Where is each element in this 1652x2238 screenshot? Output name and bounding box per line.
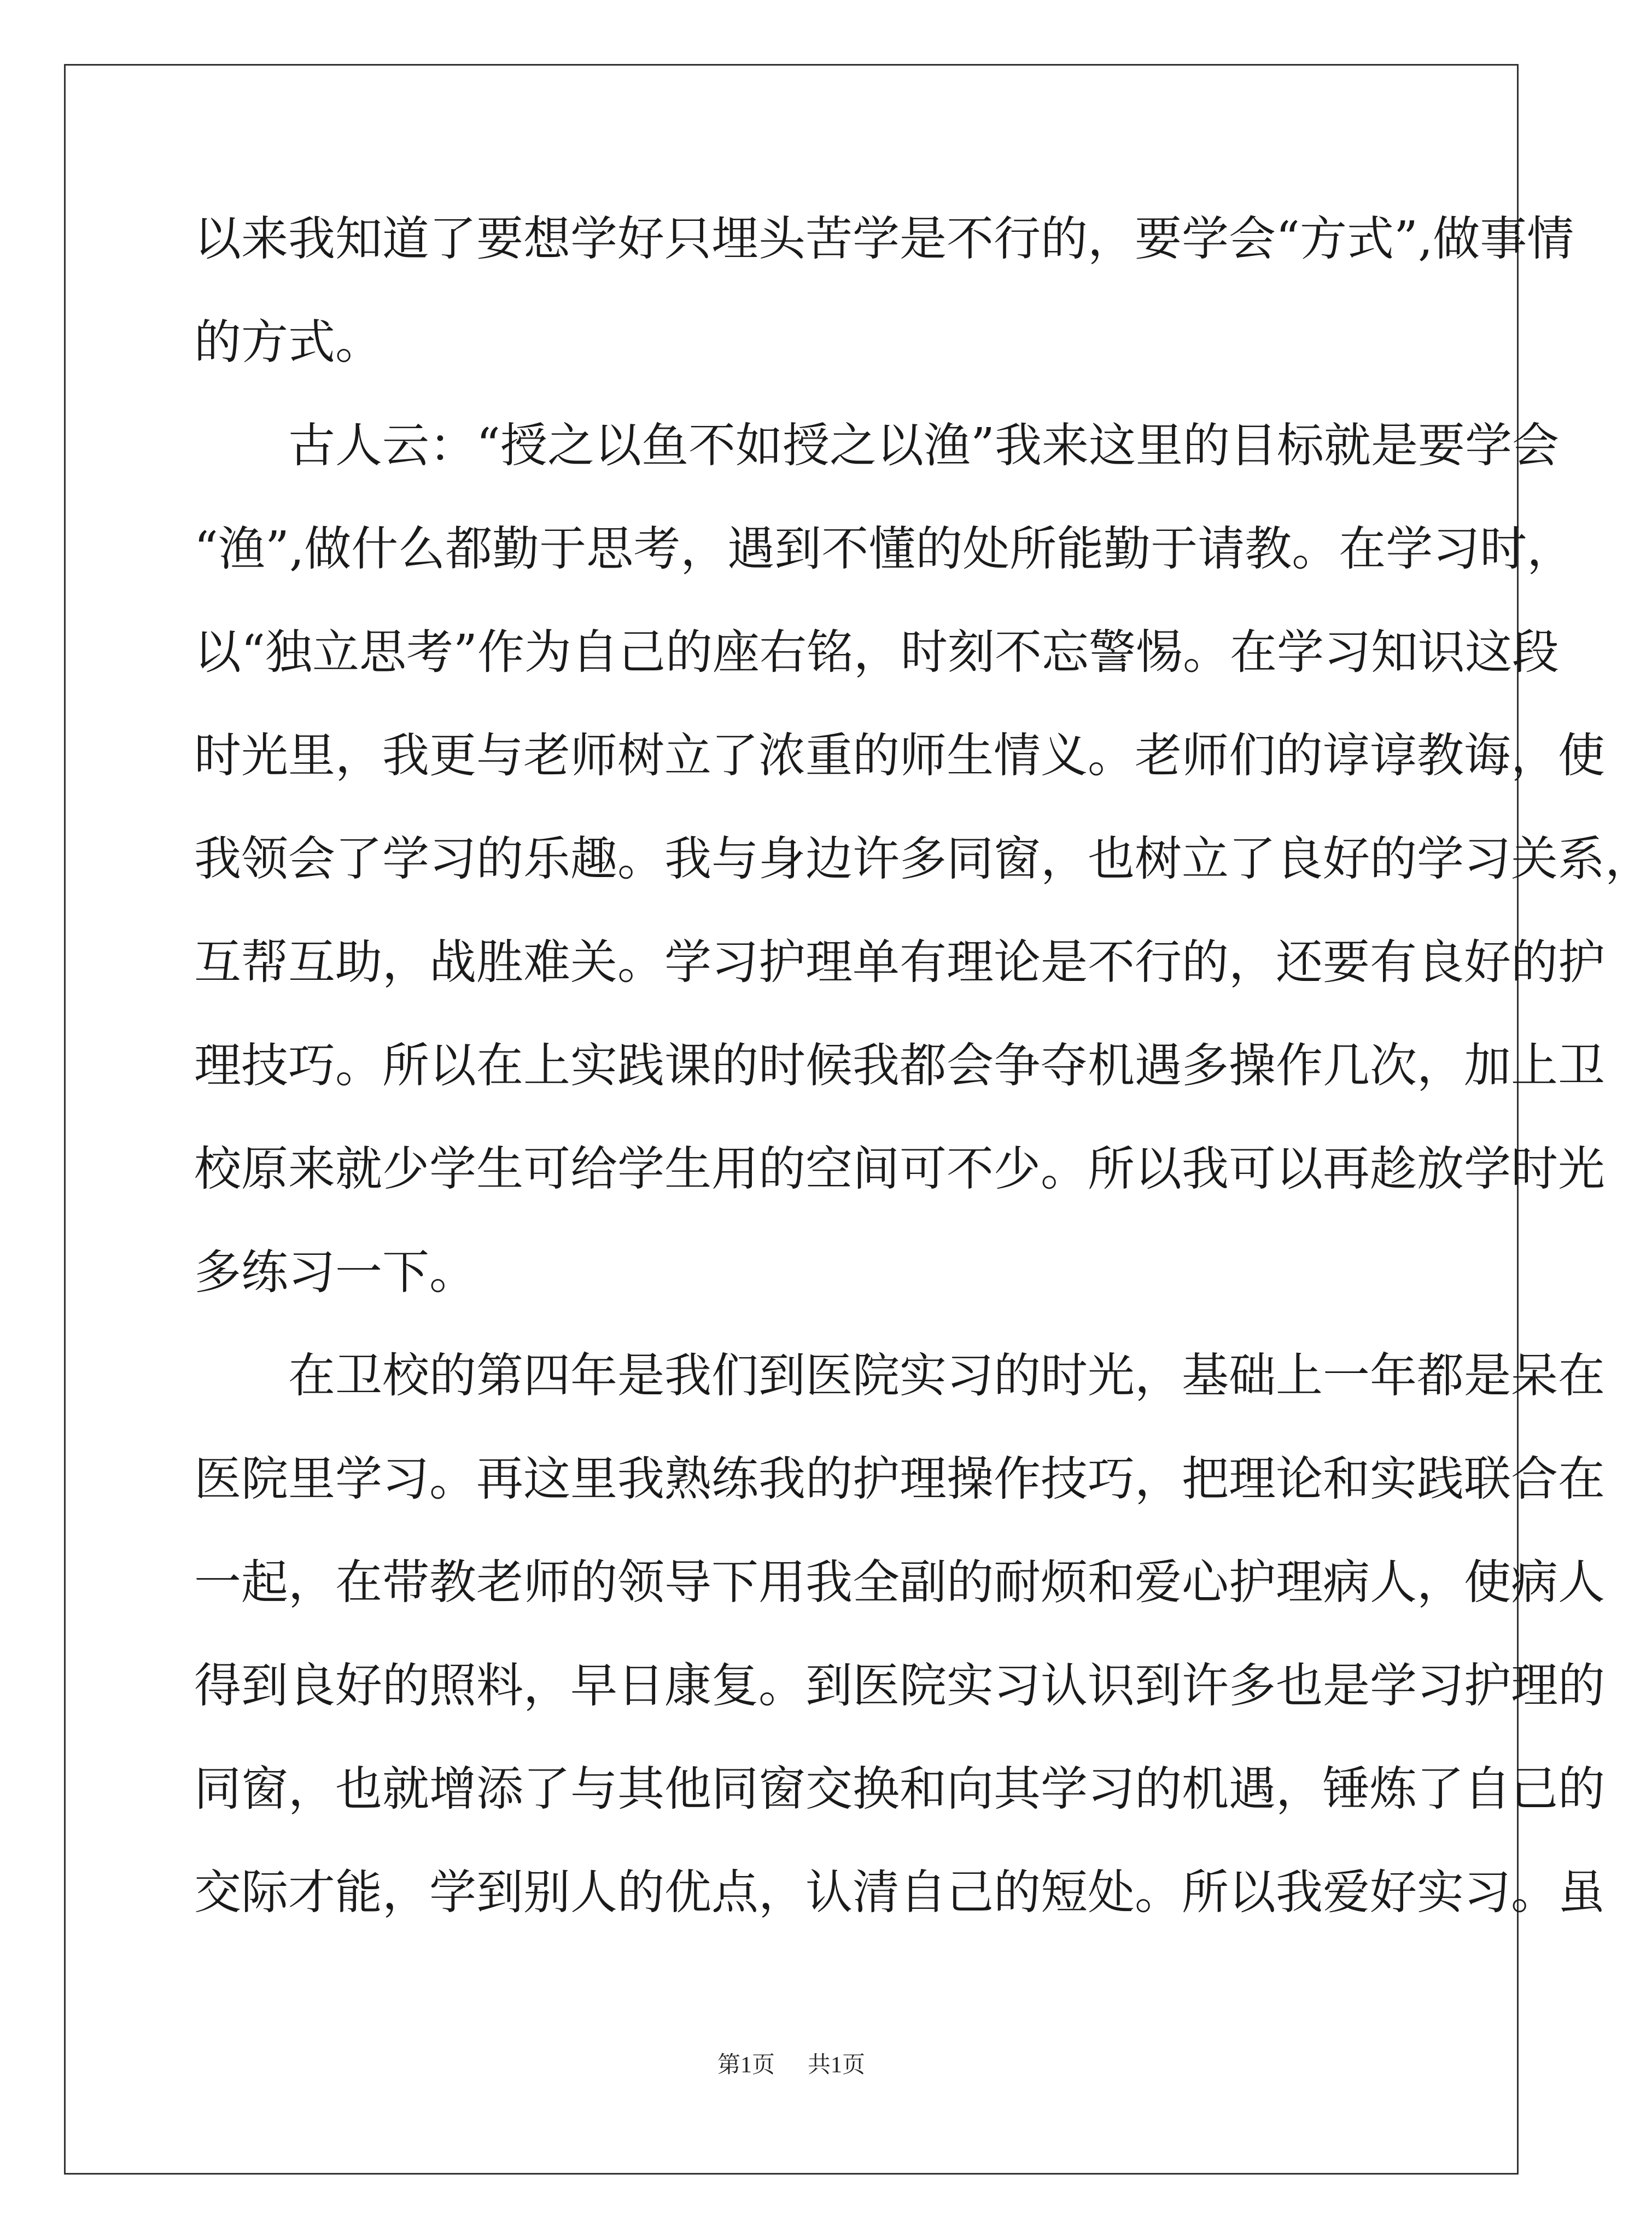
- text-line: 互 帮 互 助 ， 战 胜 难 关 。 学 习 护 理 单 有 理 论 是 不 行 的 ， 还 要 有 良 好 的 护: [194, 935, 1605, 990]
- text-line: 我 领 会 了 学 习 的 乐 趣 。 我 与 身 边 许 多 同 窗 ， 也 树 立 了 良 好 的 学 习 关 系 ，: [194, 832, 1652, 886]
- text-line: 交 际 才 能 ， 学 到 别 人 的 优 点 ， 认 清 自 己 的 短 处 。 所 以 我 爱 好 实 习 。 虽: [194, 1865, 1605, 1920]
- text-line: 在 卫 校 的 第 四 年 是 我 们 到 医 院 实 习 的 时 光 ， 基 础 上 一 年 都 是 呆 在: [288, 1348, 1605, 1403]
- text-line: “ 渔 ” , 做 什 么 都 勤 于 思 考 ， 遇 到 不 懂 的 处 所 能 勤 于 请 教 。 在 学 习 时 ，: [194, 522, 1574, 576]
- text-line: 古 人 云 ： “ 授 之 以 鱼 不 如 授 之 以 渔 ” 我 来 这 里 的 目 标 就 是 要 学 会: [288, 418, 1559, 473]
- page-number: 第1页: [717, 2053, 775, 2078]
- text-line: 校 原 来 就 少 学 生 可 给 学 生 用 的 空 间 可 不 少 。 所 以 我 可 以 再 趁 放 学 时 光: [194, 1142, 1605, 1196]
- page-footer: [0, 2052, 1583, 2079]
- text-line: 医 院 里 学 习 。 再 这 里 我 熟 练 我 的 护 理 操 作 技 巧 ， 把 理 论 和 实 践 联 合 在: [194, 1452, 1605, 1506]
- text-line: 多练习一下。: [194, 1245, 476, 1300]
- text-line: 时 光 里 ， 我 更 与 老 师 树 立 了 浓 重 的 师 生 情 义 。 老 师 们 的 谆 谆 教 诲 ， 使: [194, 728, 1605, 783]
- text-line: 以 来 我 知 道 了 要 想 学 好 只 埋 头 苦 学 是 不 行 的 ， 要 学 会 “ 方 式 ” , 做 事 情: [194, 212, 1574, 266]
- text-line: 一 起 ， 在 带 教 老 师 的 领 导 下 用 我 全 副 的 耐 烦 和 爱 心 护 理 病 人 ， 使 病 人: [194, 1555, 1605, 1610]
- text-line: 的方式。: [194, 315, 382, 370]
- text-line: 理 技 巧 。 所 以 在 上 实 践 课 的 时 候 我 都 会 争 夺 机 遇 多 操 作 几 次 ， 加 上 卫: [194, 1038, 1605, 1093]
- text-line: 得 到 良 好 的 照 料 ， 早 日 康 复 。 到 医 院 实 习 认 识 到 许 多 也 是 学 习 护 理 的: [194, 1658, 1605, 1713]
- page-total: 共1页: [808, 2053, 866, 2078]
- text-line: 同 窗 ， 也 就 增 添 了 与 其 他 同 窗 交 换 和 向 其 学 习 的 机 遇 ， 锤 炼 了 自 己 的: [194, 1762, 1605, 1816]
- text-line: 以 “ 独 立 思 考 ” 作 为 自 己 的 座 右 铭 ， 时 刻 不 忘 警 惕 。 在 学 习 知 识 这 段: [194, 625, 1559, 680]
- document-body: [194, 211, 1652, 1967]
